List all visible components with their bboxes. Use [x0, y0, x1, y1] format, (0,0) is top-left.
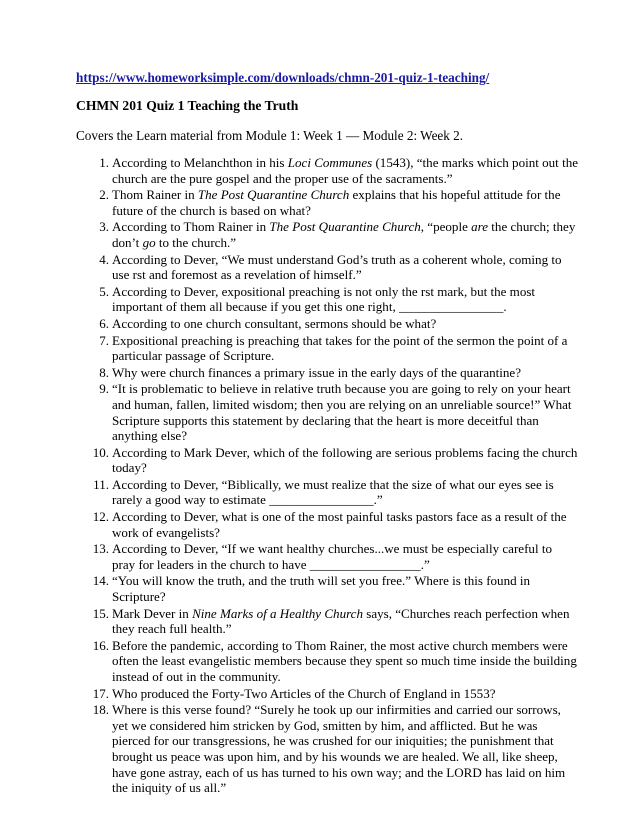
question-item: [76, 541, 578, 572]
question-item: [76, 638, 578, 685]
question-item: [76, 477, 578, 508]
question-text: “You will know the truth, and the truth will set you free.” Where is this found in Scripture?: [112, 573, 531, 605]
question-text: According to Dever, expositional preaching is not only the rst mark, but the most important of them all because if you get this one right, ________________.: [112, 283, 536, 315]
question-text: explains that his hopeful attitude for the future of the church is based on what?: [112, 187, 561, 218]
question-item: [76, 606, 578, 637]
question-text: Why were church finances a primary issue in the early days of the quarantine?: [112, 364, 521, 380]
question-text: According to Dever, what is one of the most painful tasks pastors face as a result of the work of evangelists?: [112, 509, 567, 540]
quiz-title: CHMN 201 Quiz 1 Teaching the Truth: [76, 98, 299, 113]
question-item: [76, 316, 578, 332]
question-item: [76, 219, 578, 250]
question-number: 13.: [92, 541, 109, 557]
question-number: 17.: [92, 685, 109, 701]
question-number: 2.: [99, 187, 109, 203]
question-text: Mark Dever in: [112, 605, 193, 621]
question-number: 8.: [99, 364, 109, 380]
question-text: (1543), “the marks which point out the church are the pure gospel and the proper use of the sacraments.”: [112, 155, 579, 186]
question-item: [76, 187, 578, 218]
question-item: [76, 252, 578, 283]
question-item: [76, 573, 578, 604]
question-text: says, “Churches reach perfection when they reach full health.”: [112, 605, 570, 637]
question-text: According to one church consultant, sermons should be what?: [112, 315, 437, 331]
question-text-italic: Nine Marks of a Healthy Church: [192, 605, 363, 621]
question-item: [76, 702, 578, 796]
question-text: According to Mark Dever, which of the following are serious problems facing the church today?: [112, 444, 578, 476]
question-text: According to Dever, “Biblically, we must realize that the size of what our eyes see is rarely a good way to estimate ________________.”: [112, 476, 554, 508]
question-item: [76, 686, 578, 702]
question-number: 6.: [99, 315, 109, 331]
question-text: Expositional preaching is preaching that takes for the point of the sermon the point of a particular passage of Scripture.: [112, 332, 568, 364]
question-text-italic: are: [471, 219, 489, 235]
question-number: 12.: [92, 509, 109, 525]
question-text: Who produced the Forty-Two Articles of the Church of England in 1553?: [112, 685, 496, 701]
question-item: [76, 381, 578, 443]
question-item: [76, 445, 578, 476]
question-number: 3.: [99, 219, 109, 235]
homework-link[interactable]: https://www.homeworksimple.com/downloads/chmn-201-quiz-1-teaching/: [76, 70, 490, 85]
question-text: the church; they don’t: [112, 219, 576, 250]
question-text: Before the pandemic, according to Thom Rainer, the most active church members were often the least evangelistic members because they spent so much time inside the building instead of out in the community.: [112, 637, 577, 684]
question-text: According to Melanchthon in his: [112, 155, 288, 170]
question-number: 4.: [99, 251, 109, 267]
question-number: 14.: [92, 573, 109, 589]
question-item: [76, 333, 578, 364]
question-number: 7.: [99, 332, 109, 348]
question-item: [76, 284, 578, 315]
question-text: According to Thom Rainer in: [112, 219, 270, 235]
question-text: , “people: [420, 219, 472, 235]
question-number: 11.: [93, 476, 109, 492]
question-text-italic: The Post Quarantine Church: [197, 187, 350, 203]
question-text-italic: The Post Quarantine Church: [269, 219, 421, 235]
question-number: 18.: [92, 702, 109, 718]
question-text: According to Dever, “If we want healthy churches...we must be especially careful to pray for leaders in the church to have _________________.”: [112, 541, 552, 572]
question-item: [76, 155, 578, 186]
question-text-italic: go: [142, 234, 156, 250]
question-text: “It is problematic to believe in relative truth because you are going to rely on your heart and human, fallen, limited wisdom; then you are relying on an unreliable source!” What Scripture supports this statement by declaring that the heart is more deceitful than anything else?: [112, 381, 572, 444]
question-number: 5.: [99, 283, 109, 299]
question-number: 9.: [99, 381, 109, 397]
question-item: [76, 509, 578, 540]
question-text: According to Dever, “We must understand God’s truth as a coherent whole, coming to use rst and foremost as a revelation of himself.”: [112, 251, 562, 283]
question-text: Where is this verse found? “Surely he took up our infirmities and carried our sorrows, yet we considered him stricken by God, smitten by him, and afflicted. But he was pierced for our transgressions, he was crushed for our iniquities; the punishment that brought us peace was upon him, and by his wounds we are healed. We all, like sheep, have gone astray, each of us has turned to his own way; and the LORD has laid on him the iniquity of us all.”: [112, 702, 566, 796]
question-text: to the church.”: [155, 234, 237, 250]
question-item: [76, 365, 578, 381]
question-number: 16.: [92, 637, 109, 653]
question-number: 10.: [92, 444, 109, 460]
question-list: [76, 155, 578, 796]
question-text-italic: Loci Communes: [287, 155, 373, 170]
quiz-intro: Covers the Learn material from Module 1: Week 1 — Module 2: Week 2.: [76, 128, 464, 143]
question-text: Thom Rainer in: [112, 187, 198, 203]
question-number: 1.: [99, 155, 109, 170]
question-number: 15.: [92, 605, 109, 621]
